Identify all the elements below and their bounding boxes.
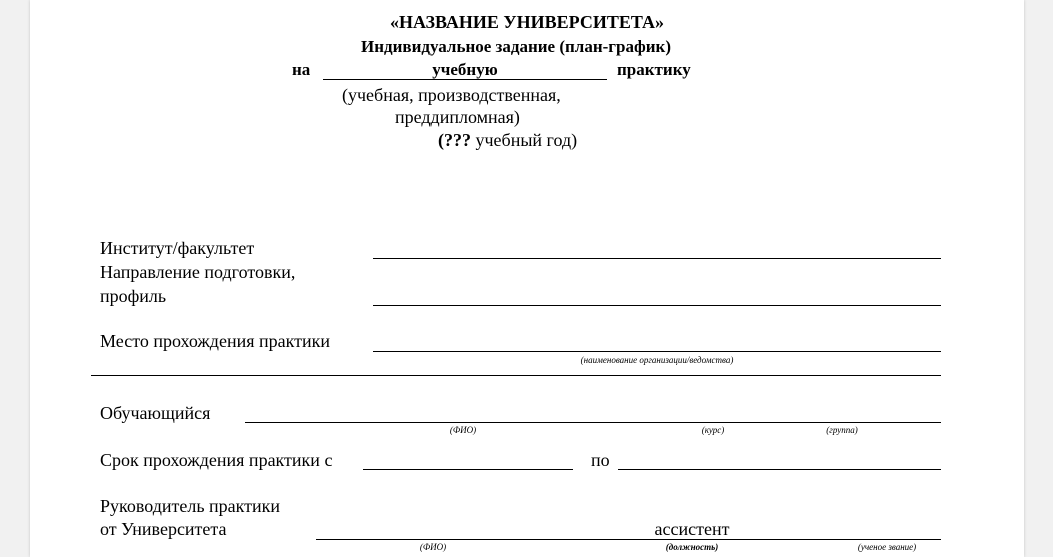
period-to-label: по — [591, 450, 610, 470]
supervisor-field[interactable] — [316, 539, 941, 540]
practice-kind-hint-line2: преддипломная) — [395, 107, 520, 127]
task-title: Индивидуальное задание (план-график) — [361, 37, 671, 56]
document-page — [30, 0, 1024, 557]
institute-field[interactable] — [373, 258, 941, 259]
supervisor-caption-rank: (ученое звание) — [857, 542, 917, 552]
practice-prefix: на — [292, 60, 311, 79]
student-field[interactable] — [245, 422, 941, 423]
supervisor-label-line2: от Университета — [100, 519, 227, 539]
direction-label-line2: профиль — [100, 286, 167, 306]
direction-label-line1: Направление подготовки, — [100, 262, 296, 282]
supervisor-caption-position: (должность) — [665, 542, 719, 552]
academic-year-text: учебный год) — [471, 130, 578, 150]
place-field-second-line[interactable] — [91, 375, 941, 376]
supervisor-label-line1: Руководитель практики — [100, 496, 281, 516]
student-caption-course: (курс) — [701, 425, 725, 435]
place-label: Место прохождения практики — [100, 331, 331, 351]
institute-label: Институт/факультет — [100, 238, 255, 258]
academic-year-placeholder[interactable]: (??? — [438, 130, 471, 150]
university-name: «НАЗВАНИЕ УНИВЕРСИТЕТА» — [390, 12, 664, 32]
supervisor-caption-name: (ФИО) — [419, 542, 447, 552]
period-label: Срок прохождения практики с — [100, 450, 333, 470]
academic-year — [438, 129, 577, 151]
practice-suffix: практику — [617, 60, 691, 79]
practice-kind-underline — [323, 79, 607, 80]
place-caption: (наименование организации/ведомства) — [580, 355, 734, 365]
student-caption-name: (ФИО) — [449, 425, 477, 435]
period-start-field[interactable] — [363, 469, 573, 470]
student-caption-group: (группа) — [826, 425, 858, 435]
supervisor-position-value[interactable]: ассистент — [654, 519, 730, 539]
practice-kind-hint-line1: (учебная, производственная, — [342, 85, 561, 105]
period-end-field[interactable] — [618, 469, 941, 470]
place-field[interactable] — [373, 351, 941, 352]
practice-kind-value[interactable]: учебную — [432, 60, 498, 79]
student-label: Обучающийся — [100, 403, 211, 423]
direction-field[interactable] — [373, 305, 941, 306]
